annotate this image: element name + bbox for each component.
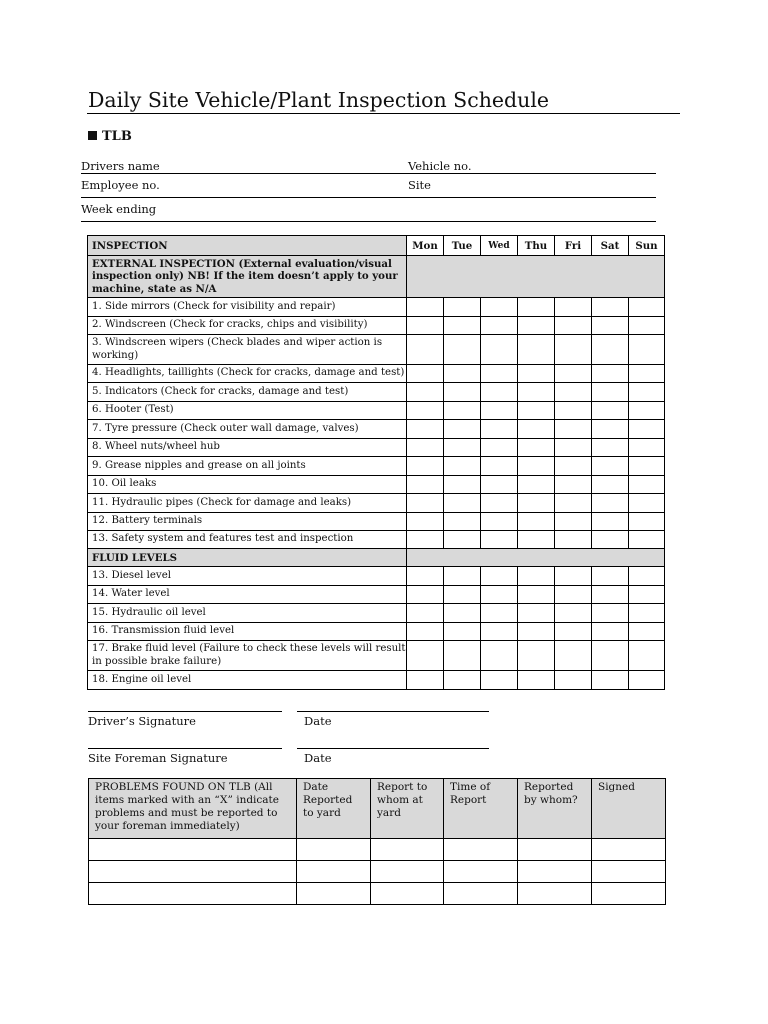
check-cell-fri[interactable] [555, 298, 592, 317]
inspection-row [88, 439, 665, 457]
check-cell-fri[interactable] [555, 476, 592, 494]
problem-entry-row [89, 883, 666, 905]
inspection-row [88, 476, 665, 494]
inspection-item-label: 3. Windscreen wipers (Check blades and wiper action is working) [88, 335, 407, 365]
problem-entry-cell[interactable] [592, 883, 666, 905]
check-cell-sat[interactable] [592, 420, 629, 439]
check-cell-fri[interactable] [555, 671, 592, 690]
problems-header-row [89, 779, 666, 839]
inspection-row [88, 586, 665, 604]
check-cell-fri[interactable] [555, 623, 592, 641]
check-cell-sat[interactable] [592, 365, 629, 383]
day-header-wed: Wed [481, 236, 518, 256]
fluid-items [88, 567, 665, 690]
check-cell-thu[interactable] [518, 298, 555, 317]
check-cell-mon[interactable] [407, 298, 444, 317]
check-cell-tue[interactable] [444, 457, 481, 476]
check-cell-sat[interactable] [592, 457, 629, 476]
check-cell-fri[interactable] [555, 420, 592, 439]
check-cell-thu[interactable] [518, 365, 555, 383]
foreman-signature-line[interactable] [88, 748, 282, 749]
check-cell-tue[interactable] [444, 641, 481, 671]
signed-header: Signed [592, 779, 666, 839]
date-reported-header: Date Reported to yard [297, 779, 371, 839]
check-cell-wed[interactable] [481, 457, 518, 476]
check-cell-mon[interactable] [407, 476, 444, 494]
driver-date-label: Date [304, 714, 332, 728]
problem-entry-cell[interactable] [444, 861, 518, 883]
check-cell-sat[interactable] [592, 494, 629, 513]
check-cell-sat[interactable] [592, 439, 629, 457]
check-cell-mon[interactable] [407, 457, 444, 476]
check-cell-sat[interactable] [592, 335, 629, 365]
check-cell-sun[interactable] [629, 457, 665, 476]
problem-entry-row [89, 839, 666, 861]
check-cell-mon[interactable] [407, 623, 444, 641]
check-cell-sat[interactable] [592, 298, 629, 317]
week-ending-field[interactable] [81, 221, 656, 222]
inspection-row [88, 335, 665, 365]
check-cell-tue[interactable] [444, 365, 481, 383]
check-cell-fri[interactable] [555, 641, 592, 671]
check-cell-thu[interactable] [518, 641, 555, 671]
problem-entry-cell[interactable] [89, 861, 297, 883]
check-cell-fri[interactable] [555, 586, 592, 604]
check-cell-wed[interactable] [481, 604, 518, 623]
inspection-item-label: 5. Indicators (Check for cracks, damage and test) [88, 383, 407, 402]
check-cell-fri[interactable] [555, 531, 592, 549]
check-cell-sat[interactable] [592, 604, 629, 623]
check-cell-sun[interactable] [629, 513, 665, 531]
check-cell-thu[interactable] [518, 420, 555, 439]
check-cell-tue[interactable] [444, 476, 481, 494]
check-cell-mon[interactable] [407, 402, 444, 420]
foreman-date-label: Date [304, 751, 332, 765]
problem-entry-cell[interactable] [89, 883, 297, 905]
inspection-item-label: 4. Headlights, taillights (Check for cracks, damage and test) [88, 365, 407, 383]
problem-entry-cell[interactable] [518, 861, 592, 883]
check-cell-thu[interactable] [518, 457, 555, 476]
inspection-row [88, 623, 665, 641]
inspection-table [87, 235, 665, 690]
inspection-item-label: 11. Hydraulic pipes (Check for damage and leaks) [88, 494, 407, 513]
day-header-tue: Tue [444, 236, 481, 256]
check-cell-sun[interactable] [629, 494, 665, 513]
check-cell-sun[interactable] [629, 365, 665, 383]
check-cell-wed[interactable] [481, 671, 518, 690]
day-header-fri: Fri [555, 236, 592, 256]
check-cell-sat[interactable] [592, 383, 629, 402]
inspection-row [88, 641, 665, 671]
check-cell-wed[interactable] [481, 420, 518, 439]
inspection-row [88, 457, 665, 476]
check-cell-mon[interactable] [407, 567, 444, 586]
foreman-signature-label: Site Foreman Signature [88, 751, 228, 765]
check-cell-fri[interactable] [555, 604, 592, 623]
check-cell-tue[interactable] [444, 494, 481, 513]
inspection-item-label: 13. Safety system and features test and inspection [88, 531, 407, 549]
inspection-item-label: 17. Brake fluid level (Failure to check these levels will result in possible brake failure) [88, 641, 407, 671]
inspection-row [88, 604, 665, 623]
check-cell-tue[interactable] [444, 439, 481, 457]
check-cell-fri[interactable] [555, 317, 592, 335]
check-cell-thu[interactable] [518, 586, 555, 604]
inspection-item-label: 16. Transmission fluid level [88, 623, 407, 641]
check-cell-fri[interactable] [555, 494, 592, 513]
problems-rows [89, 839, 666, 905]
check-cell-sun[interactable] [629, 604, 665, 623]
problem-entry-cell[interactable] [444, 883, 518, 905]
section-row-fluid [88, 549, 665, 567]
check-cell-wed[interactable] [481, 298, 518, 317]
problems-found-header: PROBLEMS FOUND ON TLB (All items marked with an “X” indicate problems and must be reported to your foreman immediately) [89, 779, 297, 839]
vehicle-no-label: Vehicle no. [408, 159, 472, 173]
problem-entry-cell[interactable] [444, 839, 518, 861]
inspection-row [88, 365, 665, 383]
check-cell-sun[interactable] [629, 586, 665, 604]
foreman-date-line[interactable] [297, 748, 489, 749]
check-cell-mon[interactable] [407, 317, 444, 335]
inspection-header: INSPECTION [88, 236, 407, 256]
problem-entry-cell[interactable] [297, 883, 371, 905]
check-cell-wed[interactable] [481, 567, 518, 586]
check-cell-wed[interactable] [481, 641, 518, 671]
drivers-name-field[interactable] [81, 173, 656, 174]
check-cell-tue[interactable] [444, 531, 481, 549]
check-cell-sat[interactable] [592, 586, 629, 604]
inspection-item-label: 12. Battery terminals [88, 513, 407, 531]
check-cell-mon[interactable] [407, 439, 444, 457]
check-cell-thu[interactable] [518, 531, 555, 549]
check-cell-sun[interactable] [629, 383, 665, 402]
check-cell-sun[interactable] [629, 402, 665, 420]
inspection-row [88, 298, 665, 317]
check-cell-fri[interactable] [555, 383, 592, 402]
inspection-item-label: 10. Oil leaks [88, 476, 407, 494]
check-cell-wed[interactable] [481, 586, 518, 604]
external-inspection-section: EXTERNAL INSPECTION (External evaluation/visual inspection only) NB! If the item doesn’t apply to your machine, state as N/A [88, 256, 407, 298]
check-cell-sun[interactable] [629, 531, 665, 549]
check-cell-mon[interactable] [407, 420, 444, 439]
section-shading [407, 549, 665, 567]
check-cell-sat[interactable] [592, 641, 629, 671]
section-row-external [88, 256, 665, 298]
check-cell-thu[interactable] [518, 383, 555, 402]
check-cell-sat[interactable] [592, 531, 629, 549]
problem-entry-cell[interactable] [518, 839, 592, 861]
title-underline [87, 113, 680, 114]
check-cell-sat[interactable] [592, 402, 629, 420]
check-cell-thu[interactable] [518, 604, 555, 623]
external-items [88, 298, 665, 549]
check-cell-mon[interactable] [407, 335, 444, 365]
inspection-row [88, 671, 665, 690]
inspection-item-label: 6. Hooter (Test) [88, 402, 407, 420]
check-cell-sun[interactable] [629, 641, 665, 671]
check-cell-sun[interactable] [629, 567, 665, 586]
inspection-row [88, 402, 665, 420]
inspection-row [88, 494, 665, 513]
day-header-sun: Sun [629, 236, 665, 256]
check-cell-mon[interactable] [407, 365, 444, 383]
check-cell-mon[interactable] [407, 671, 444, 690]
check-cell-thu[interactable] [518, 439, 555, 457]
check-cell-sun[interactable] [629, 298, 665, 317]
driver-signature-label: Driver’s Signature [88, 714, 196, 728]
check-cell-sat[interactable] [592, 317, 629, 335]
check-cell-sat[interactable] [592, 623, 629, 641]
check-cell-fri[interactable] [555, 335, 592, 365]
check-cell-fri[interactable] [555, 457, 592, 476]
check-cell-thu[interactable] [518, 513, 555, 531]
inspection-row [88, 567, 665, 586]
check-cell-tue[interactable] [444, 671, 481, 690]
check-cell-wed[interactable] [481, 531, 518, 549]
check-cell-thu[interactable] [518, 494, 555, 513]
inspection-row [88, 383, 665, 402]
problem-entry-cell[interactable] [592, 861, 666, 883]
driver-signature-line[interactable] [88, 711, 282, 712]
check-cell-mon[interactable] [407, 513, 444, 531]
check-cell-tue[interactable] [444, 402, 481, 420]
check-cell-sun[interactable] [629, 420, 665, 439]
site-label: Site [408, 178, 431, 192]
inspection-row [88, 420, 665, 439]
check-cell-sat[interactable] [592, 567, 629, 586]
inspection-item-label: 13. Diesel level [88, 567, 407, 586]
check-cell-wed[interactable] [481, 476, 518, 494]
inspection-header-row [88, 236, 665, 256]
check-cell-sun[interactable] [629, 476, 665, 494]
check-cell-tue[interactable] [444, 317, 481, 335]
check-cell-sun[interactable] [629, 317, 665, 335]
machine-heading [88, 129, 132, 144]
check-cell-mon[interactable] [407, 383, 444, 402]
inspection-item-label: 18. Engine oil level [88, 671, 407, 690]
time-of-report-header: Time of Report [444, 779, 518, 839]
check-cell-tue[interactable] [444, 383, 481, 402]
check-cell-wed[interactable] [481, 439, 518, 457]
inspection-row [88, 317, 665, 335]
problem-entry-cell[interactable] [89, 839, 297, 861]
check-cell-tue[interactable] [444, 335, 481, 365]
check-cell-tue[interactable] [444, 298, 481, 317]
check-cell-sun[interactable] [629, 671, 665, 690]
check-cell-wed[interactable] [481, 494, 518, 513]
check-cell-sun[interactable] [629, 439, 665, 457]
machine-label: TLB [102, 129, 132, 144]
check-cell-tue[interactable] [444, 623, 481, 641]
check-cell-tue[interactable] [444, 586, 481, 604]
fluid-levels-section: FLUID LEVELS [88, 549, 407, 567]
check-cell-wed[interactable] [481, 402, 518, 420]
check-cell-thu[interactable] [518, 476, 555, 494]
inspection-item-label: 7. Tyre pressure (Check outer wall damage, valves) [88, 420, 407, 439]
check-cell-wed[interactable] [481, 383, 518, 402]
check-cell-wed[interactable] [481, 513, 518, 531]
problem-entry-cell[interactable] [371, 839, 444, 861]
problem-entry-cell[interactable] [297, 839, 371, 861]
check-cell-mon[interactable] [407, 586, 444, 604]
inspection-row [88, 531, 665, 549]
check-cell-fri[interactable] [555, 439, 592, 457]
check-cell-tue[interactable] [444, 513, 481, 531]
day-header-thu: Thu [518, 236, 555, 256]
reported-by-header: Reported by whom? [518, 779, 592, 839]
section-shading [407, 256, 665, 298]
document-title: Daily Site Vehicle/Plant Inspection Schedule [88, 88, 550, 112]
inspection-item-label: 9. Grease nipples and grease on all joints [88, 457, 407, 476]
problem-entry-cell[interactable] [371, 883, 444, 905]
check-cell-wed[interactable] [481, 623, 518, 641]
check-cell-sat[interactable] [592, 513, 629, 531]
check-cell-mon[interactable] [407, 641, 444, 671]
driver-date-line[interactable] [297, 711, 489, 712]
inspection-item-label: 1. Side mirrors (Check for visibility and repair) [88, 298, 407, 317]
employee-no-label: Employee no. [81, 178, 160, 192]
inspection-item-label: 14. Water level [88, 586, 407, 604]
check-cell-thu[interactable] [518, 567, 555, 586]
square-bullet-icon [88, 131, 97, 140]
check-cell-mon[interactable] [407, 604, 444, 623]
inspection-item-label: 8. Wheel nuts/wheel hub [88, 439, 407, 457]
check-cell-wed[interactable] [481, 317, 518, 335]
day-header-mon: Mon [407, 236, 444, 256]
check-cell-mon[interactable] [407, 494, 444, 513]
problem-entry-cell[interactable] [297, 861, 371, 883]
check-cell-fri[interactable] [555, 365, 592, 383]
problems-table [88, 778, 666, 905]
check-cell-thu[interactable] [518, 623, 555, 641]
report-to-whom-header: Report to whom at yard [371, 779, 444, 839]
check-cell-fri[interactable] [555, 402, 592, 420]
check-cell-thu[interactable] [518, 671, 555, 690]
check-cell-thu[interactable] [518, 402, 555, 420]
problem-entry-row [89, 861, 666, 883]
check-cell-sun[interactable] [629, 335, 665, 365]
check-cell-fri[interactable] [555, 513, 592, 531]
check-cell-tue[interactable] [444, 567, 481, 586]
check-cell-wed[interactable] [481, 365, 518, 383]
day-header-sat: Sat [592, 236, 629, 256]
problem-entry-cell[interactable] [592, 839, 666, 861]
week-ending-label: Week ending [81, 202, 157, 216]
check-cell-sat[interactable] [592, 476, 629, 494]
problem-entry-cell[interactable] [518, 883, 592, 905]
problem-entry-cell[interactable] [371, 861, 444, 883]
check-cell-wed[interactable] [481, 335, 518, 365]
check-cell-mon[interactable] [407, 531, 444, 549]
check-cell-thu[interactable] [518, 317, 555, 335]
check-cell-tue[interactable] [444, 420, 481, 439]
drivers-name-label: Drivers name [81, 159, 160, 173]
check-cell-sat[interactable] [592, 671, 629, 690]
inspection-row [88, 513, 665, 531]
employee-no-field[interactable] [81, 197, 656, 198]
check-cell-thu[interactable] [518, 335, 555, 365]
inspection-item-label: 15. Hydraulic oil level [88, 604, 407, 623]
check-cell-tue[interactable] [444, 604, 481, 623]
inspection-item-label: 2. Windscreen (Check for cracks, chips and visibility) [88, 317, 407, 335]
check-cell-sun[interactable] [629, 623, 665, 641]
check-cell-fri[interactable] [555, 567, 592, 586]
